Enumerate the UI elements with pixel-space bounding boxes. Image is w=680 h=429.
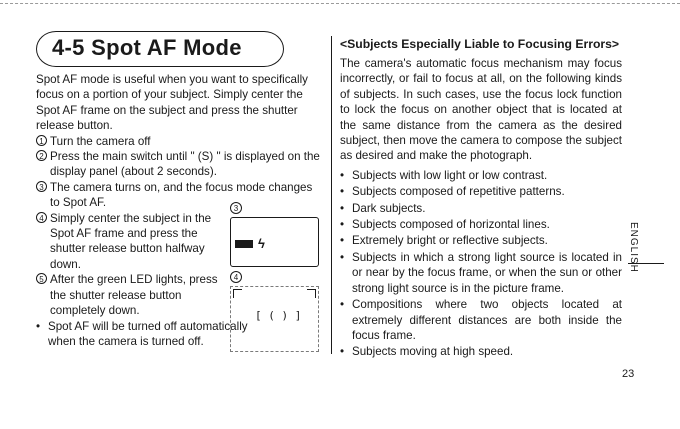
list-item: • Extremely bright or reflective subjects. [340,233,622,248]
list-item: • Subjects moving at high speed. [340,344,622,359]
language-tab-rule [628,263,664,264]
spot-af-frame-icon: [ ( ) ] [255,309,302,322]
list-item: • Subjects with low light or low contrast. [340,168,622,183]
step-1-number: 1 [36,135,47,146]
viewfinder-corner-icon [233,289,242,298]
step-4-number: 4 [36,212,47,223]
list-item: • Dark subjects. [340,201,622,216]
battery-icon [235,240,253,248]
step-2 [36,149,322,180]
list-item: • Subjects in which a strong light source is located in or near by the focus frame, or when the sun or other strong light source is in the picture frame. [340,250,622,296]
language-tab: ENGLISH [628,222,639,273]
step-3-number: 3 [36,181,47,192]
step-4 [36,211,235,273]
step-3 [36,180,322,211]
column-divider [331,36,332,354]
page-number: 23 [622,368,635,380]
step-1 [36,134,322,149]
display-panel-figure [230,217,319,267]
step-2-number: 2 [36,150,47,161]
right-intro-paragraph: The camera's automatic focus mechanism may focus incorrectly, or fail to focus at all, on the following kinds of subjects. In such cases, use the focus lock function to lock the focus on another object that is located at the same distance from the camera as the desired subject, then move the camera to compose the subject as desired and make the photograph. [340,57,622,163]
intro-paragraph: Spot AF mode is useful when you want to specifically focus on a portion of your subject. Simply center the Spot AF frame on the subject and press the shutter release button. [36,73,308,133]
step-2-text: Press the main switch until " (S) " is displayed on the display panel (about 2 seconds). [50,150,320,179]
viewfinder-figure [230,286,319,352]
step-1-text: Turn the camera off [50,134,151,148]
page-title: 4-5 Spot AF Mode [52,35,242,60]
top-border-line [0,3,680,4]
step-5-number: 5 [36,273,47,284]
list-item: • Compositions where two objects located at extremely different distances are both inside the focus frame. [340,297,622,343]
list-item: • Subjects composed of repetitive patterns. [340,184,622,199]
step-3-text: The camera turns on, and the focus mode changes to Spot AF. [50,180,313,210]
right-heading: <Subjects Especially Liable to Focusing Errors> [340,37,620,51]
step-5 [36,272,235,318]
right-column [340,56,622,361]
figure-3-label: 3 [230,202,242,214]
list-item: • Subjects composed of horizontal lines. [340,217,622,232]
flash-icon: ϟ [258,236,265,251]
subject-list [340,168,622,360]
viewfinder-corner-icon [307,289,316,298]
figure-4-label: 4 [230,271,242,283]
step-4-text: Simply center the subject in the Spot AF frame and press the shutter release button halfway down. [50,211,212,271]
spot-af-note: • Spot AF will be turned off automatically when the camera is turned off. [36,319,248,350]
step-5-text: After the green LED lights, press the shutter release button completely down. [50,273,218,318]
